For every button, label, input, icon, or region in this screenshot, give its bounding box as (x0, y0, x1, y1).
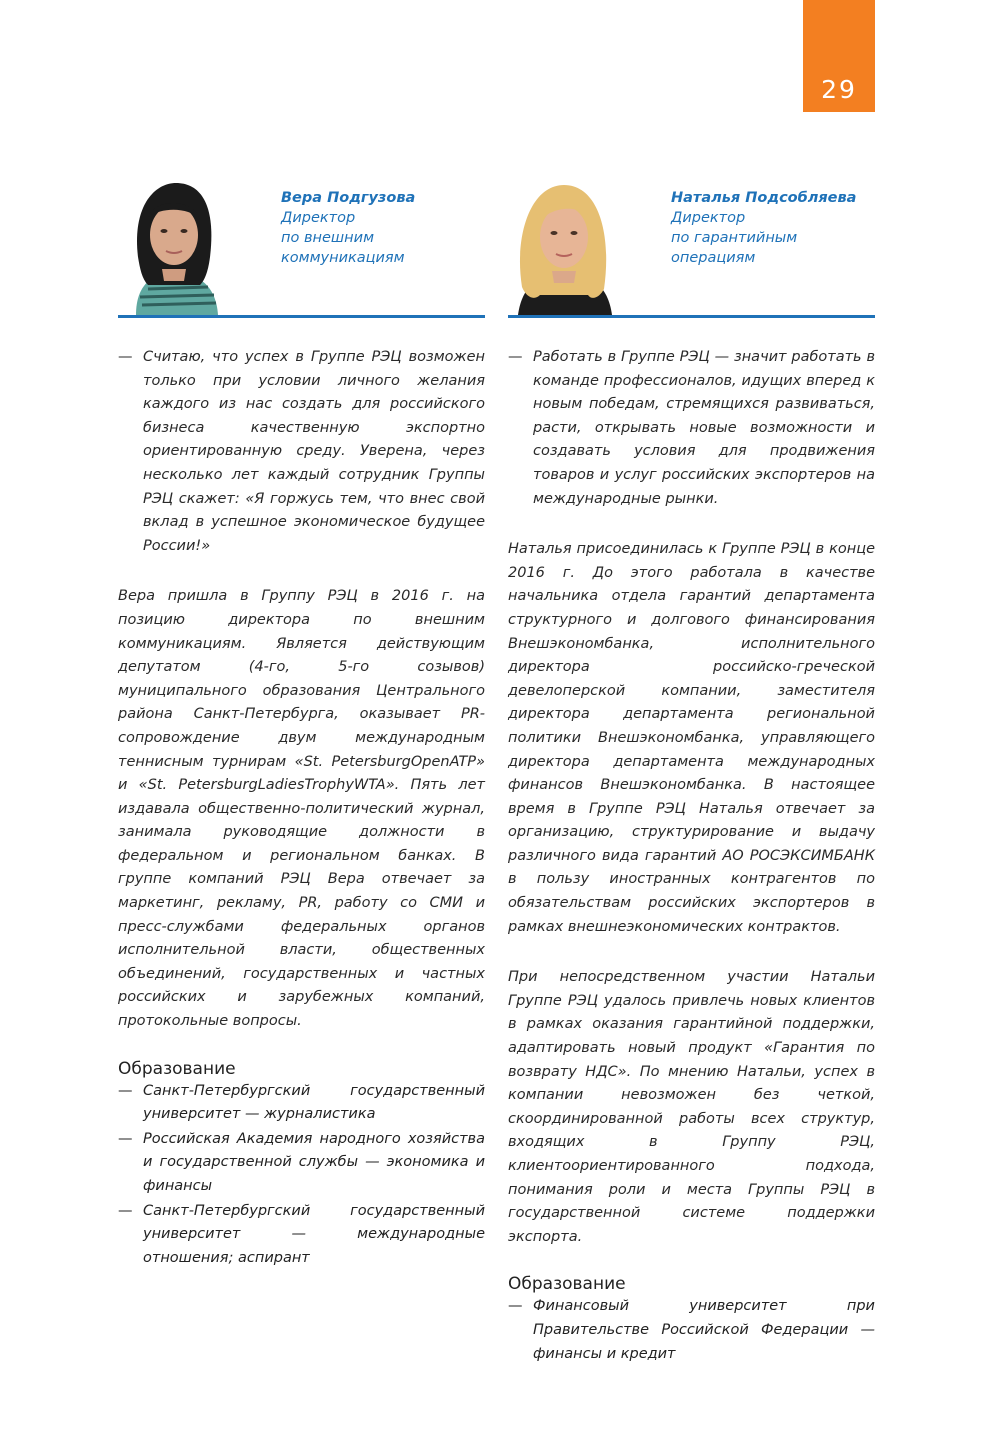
profile-header (118, 170, 485, 318)
page-number: 29 (803, 0, 875, 112)
person-role-line: операциям (671, 250, 756, 266)
education-heading: Образование (118, 1058, 236, 1079)
person-caption (281, 188, 415, 268)
dash-marker: — (118, 1082, 133, 1099)
person-role-line: Директор (281, 210, 356, 226)
education-text: Российская Академия народного хозяйства и государственной службы — экономика и финансы (143, 1130, 485, 1194)
person-role-line: Директор (671, 210, 746, 226)
person-role-line: по гарантийным (671, 230, 798, 246)
portrait-photo (118, 177, 230, 315)
education-heading: Образование (508, 1274, 626, 1295)
person-name: Наталья Подсобляева (671, 190, 857, 206)
education-text: Санкт-Петербургский государственный университет — международные отношения; аспирант (143, 1202, 485, 1266)
education-item (118, 1200, 485, 1271)
dash-marker: — (118, 1130, 133, 1147)
profile-header (508, 170, 875, 318)
dash-marker: — (118, 349, 133, 365)
education-item (118, 1080, 485, 1127)
profile-natalya (508, 170, 875, 1367)
dash-marker: — (508, 349, 523, 365)
quote-text: Работать в Группе РЭЦ — значит работать в команде профессионалов, идущих вперед к новым победам, стремящихся развиваться, расти, открывать новые возможности и создавать условия для продвижения товаров и услуг российских экспортеров на международные рынки. (533, 349, 875, 507)
quote-text: Считаю, что успех в Группе РЭЦ возможен только при условии личного желания каждого из нас создать для российского бизнеса качественную экспортно ориентированную среду. Уверена, через несколько лет каждый сотрудник Группы РЭЦ скажет: «Я горжусь тем, что внес свой вклад в успешное экономическое будущее России!» (143, 349, 485, 554)
education-item (118, 1128, 485, 1199)
education-text: Санкт-Петербургский государственный университет — журналистика (143, 1082, 485, 1123)
education-text: Финансовый университет при Правительстве Российской Федерации — финансы и кредит (533, 1298, 875, 1362)
person-name: Вера Подгузова (281, 190, 416, 206)
quote (508, 346, 875, 511)
person-role-line: коммуникациям (281, 250, 405, 266)
education-item (508, 1295, 875, 1366)
portrait-photo (508, 177, 620, 315)
dash-marker: — (118, 1202, 133, 1219)
bio-paragraph: При непосредственном участии Натальи Группе РЭЦ удалось привлечь новых клиентов в рамках оказания гарантийной поддержки, адаптировать новый продукт «Гарантия по возврату НДС». По мнению Натальи, успех в компании невозможен без четкой, скоординированной работы всех структур, входящих в Группу РЭЦ, клиентоориентированного подхода, понимания роли и места Группы РЭЦ в государственной системе поддержки экспорта. (508, 969, 875, 1245)
dash-marker: — (508, 1298, 523, 1315)
person-role-line: по внешним (281, 230, 375, 246)
bio-paragraph: Вера пришла в Группу РЭЦ в 2016 г. на позицию директора по внешним коммуникациям. Является действующим депутатом (4-го, 5-го созывов) муниципального образования Центрального района Санкт-Петербурга, оказывает PR-сопровождение двум международным теннисным турнирам «St. PetersburgOpenATP» и «St. PetersburgLadiesTrophyWTA». Пять лет издавала общественно-политический журнал, занимала руководящие должности в федеральном и региональном банках. В группе компаний РЭЦ Вера отвечает за маркетинг, рекламу, PR, работу со СМИ и пресс-службами федеральных органов исполнительной власти, общественных объединений, государственных и частных российских и зарубежных компаний, протокольные вопросы. (118, 588, 485, 1030)
profile-vera (118, 170, 485, 1271)
person-caption (671, 188, 856, 268)
quote (118, 346, 485, 558)
bio-paragraph: Наталья присоединилась к Группе РЭЦ в конце 2016 г. До этого работала в качестве начальника отдела гарантий департамента структурного и долгового финансирования Внешэкономбанка, исполнительного директора российско-греческой девелоперской компании, заместителя директора департамента региональной политики Внешэкономбанка, управляющего директора департамента международных финансов Внешэкономбанка. В настоящее время в Группе РЭЦ Наталья отвечает за организацию, структурирование и выдачу различного вида гарантий АО РОСЭКСИМБАНК в пользу иностранных контрагентов по обязательствам российских экспортеров в рамках внешнеэкономических контрактов. (508, 541, 875, 935)
